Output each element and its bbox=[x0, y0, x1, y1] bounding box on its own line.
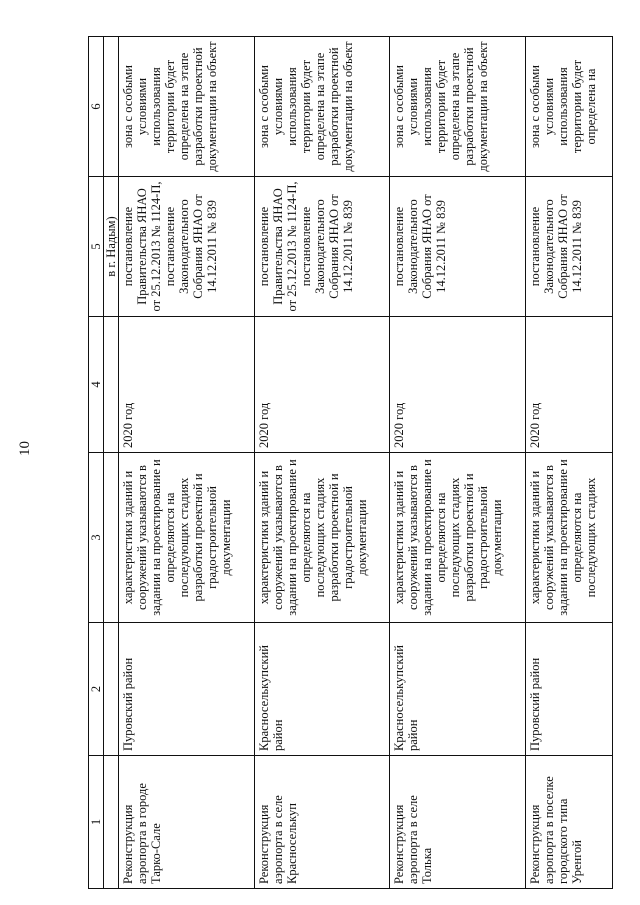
row-basis: постановление Законодательного Собрания ЯНАО от 14.12.2011 № 839 bbox=[526, 177, 613, 317]
header-col-5: 5 bbox=[89, 177, 104, 317]
header-col-3: 3 bbox=[89, 453, 104, 623]
row-name: Реконструкция аэропорта в городе Тарко-Сале bbox=[119, 756, 255, 889]
continuation-row bbox=[104, 37, 119, 889]
rotated-page bbox=[88, 37, 613, 889]
projects-table bbox=[88, 36, 613, 889]
row-district: Красноселькупский район bbox=[390, 623, 526, 756]
row-characteristics: характеристики зданий и сооружений указываются в задании на проектирование и определяются на последующих стадиях разработки проектной и градостроительной документации bbox=[254, 453, 390, 623]
table-row bbox=[390, 37, 526, 889]
row-district: Пуровский район bbox=[119, 623, 255, 756]
row-characteristics: характеристики зданий и сооружений указываются в задании на проектирование и определяются на последующих стадиях разработки проектной и градостроительной документации bbox=[390, 453, 526, 623]
continuation-text: в г. Надым) bbox=[104, 177, 119, 317]
row-zone: зона с особыми условиями использования территории будет определена на этапе разработки проектной документации на объект bbox=[390, 37, 526, 177]
landscape-table-wrapper bbox=[88, 37, 613, 889]
row-characteristics: характеристики зданий и сооружений указываются в задании на проектирование и определяются на последующих стадиях bbox=[526, 453, 613, 623]
row-zone: зона с особыми условиями использования территории будет определена на этапе разработки проектной документации на объект bbox=[119, 37, 255, 177]
row-name: Реконструкция аэропорта в поселке городского типа Уренгой bbox=[526, 756, 613, 889]
row-name: Реконструкция аэропорта в селе Красноселькуп bbox=[254, 756, 390, 889]
row-district: Пуровский район bbox=[526, 623, 613, 756]
table-row bbox=[254, 37, 390, 889]
row-characteristics: характеристики зданий и сооружений указываются в задании на проектирование и определяются на последующих стадиях разработки проектной и градостроительной документации bbox=[119, 453, 255, 623]
row-basis: постановление Законодательного Собрания ЯНАО от 14.12.2011 № 839 bbox=[390, 177, 526, 317]
row-zone: зона с особыми условиями использования территории будет определена на этапе разработки проектной документации на объект bbox=[254, 37, 390, 177]
row-year: 2020 год bbox=[390, 317, 526, 453]
row-year: 2020 год bbox=[526, 317, 613, 453]
page-number: 10 bbox=[17, 441, 33, 456]
table-row bbox=[526, 37, 613, 889]
header-col-6: 6 bbox=[89, 37, 104, 177]
row-name: Реконструкция аэропорта в селе Толька bbox=[390, 756, 526, 889]
header-col-4: 4 bbox=[89, 317, 104, 453]
header-row bbox=[89, 37, 104, 889]
row-year: 2020 год bbox=[119, 317, 255, 453]
row-year: 2020 год bbox=[254, 317, 390, 453]
row-zone: зона с особыми условиями использования территории будет определена на bbox=[526, 37, 613, 177]
row-basis: постановление Правительства ЯНАО от 25.12.2013 № 1124-П, постановление Законодательного Собрания ЯНАО от 14.12.2011 № 839 bbox=[254, 177, 390, 317]
table-row bbox=[119, 37, 255, 889]
header-col-2: 2 bbox=[89, 623, 104, 756]
row-district: Красноселькупский район bbox=[254, 623, 390, 756]
row-basis: постановление Правительства ЯНАО от 25.12.2013 № 1124-П, постановление Законодательного Собрания ЯНАО от 14.12.2011 № 839 bbox=[119, 177, 255, 317]
header-col-1: 1 bbox=[89, 756, 104, 889]
